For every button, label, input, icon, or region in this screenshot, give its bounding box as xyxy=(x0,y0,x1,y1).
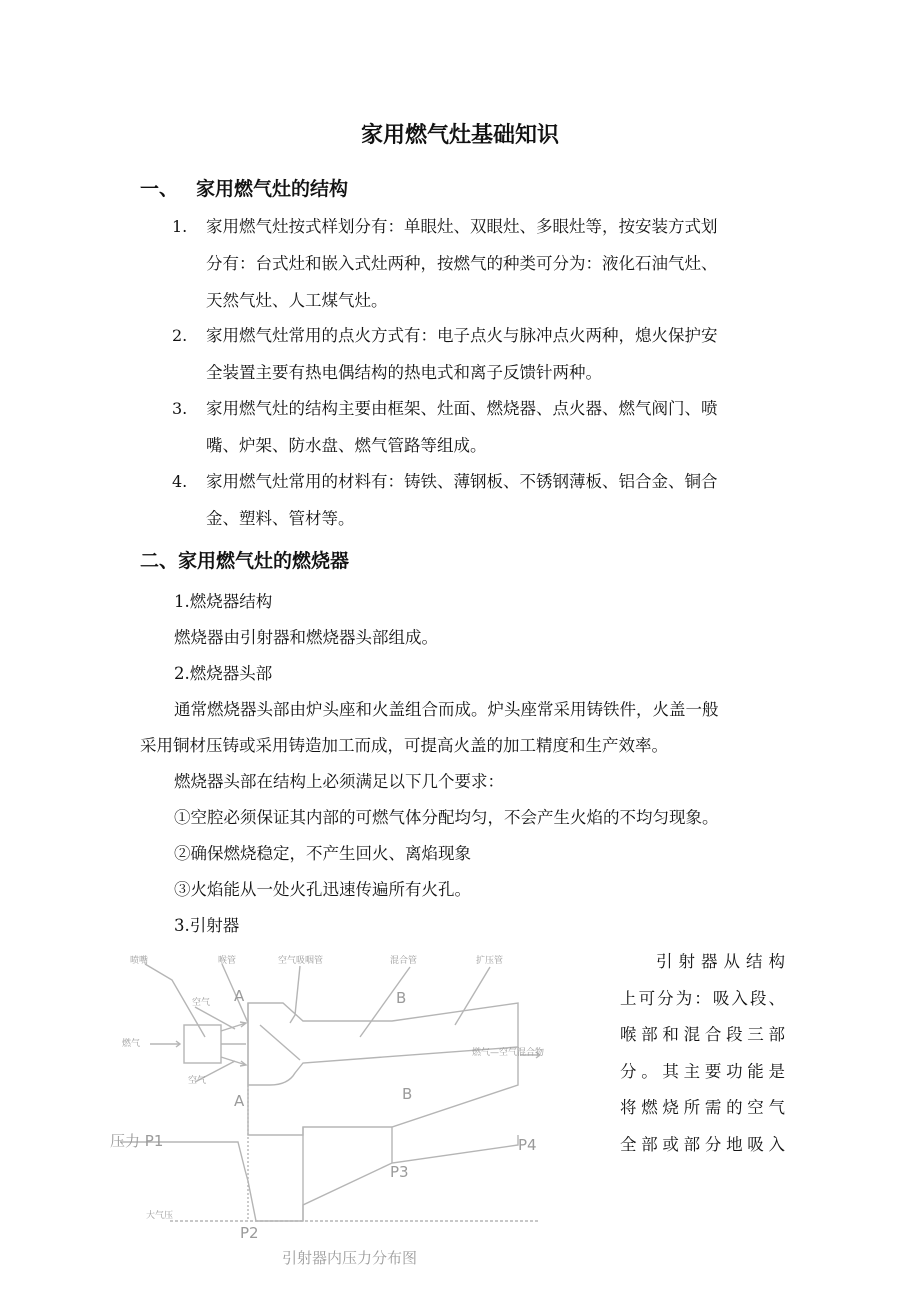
item1-line2: 分有：台式灶和嵌入式灶两种，按燃气的种类可分为：液化石油气灶、 xyxy=(206,254,718,273)
item3-line2: 嘴、炉架、防水盘、燃气管路等组成。 xyxy=(206,436,487,455)
label-atmospheric: 大气压 xyxy=(146,1211,174,1221)
item1-number: 1. xyxy=(172,217,188,236)
injector-body-outline xyxy=(248,1003,518,1135)
section2-heading: 二、家用燃气灶的燃烧器 xyxy=(140,550,350,572)
page-title: 家用燃气灶基础知识 xyxy=(360,123,559,148)
injector-pressure-diagram xyxy=(110,945,560,1275)
nozzle-shape xyxy=(184,1025,221,1063)
label-throat: 喉管 xyxy=(218,956,237,966)
para-head-line1: 通常燃烧器头部由炉头座和火盖组合而成。炉头座常采用铸铁件，火盖一般 xyxy=(174,700,719,719)
item1-line1: 家用燃气灶按式样划分有：单眼灶、双眼灶、多眼灶等，按安装方式划 xyxy=(206,217,718,236)
injector-desc-line3: 喉部和混合段三部 xyxy=(620,1025,785,1044)
label-p4: P4 xyxy=(518,1136,537,1154)
item4-line2: 金、塑料、管材等。 xyxy=(206,509,355,528)
item4-number: 4. xyxy=(172,472,188,491)
label-b-top: B xyxy=(396,989,407,1007)
injector-desc-line2: 上可分为：吸入段、 xyxy=(620,988,785,1008)
injector-desc-line1: 引射器从结构 xyxy=(656,952,785,971)
label-air-inlet: 空气吸咽管 xyxy=(278,956,324,966)
label-gas: 燃气 xyxy=(122,1039,141,1049)
para-head-line2: 采用铜材压铸或采用铸造加工而成，可提高火盖的加工精度和生产效率。 xyxy=(140,736,668,755)
requirement-2: ②确保燃烧稳定，不产生回火、离焰现象 xyxy=(174,844,471,863)
label-a-top: A xyxy=(234,987,245,1005)
label-a-bottom: A xyxy=(234,1092,245,1110)
injector-desc-line5: 将燃烧所需的空气 xyxy=(620,1098,785,1117)
label-air-bottom: 空气 xyxy=(188,1076,207,1086)
item4-line1: 家用燃气灶常用的材料有：铸铁、薄钢板、不锈钢薄板、铝合金、铜合 xyxy=(206,472,718,491)
para-requirements-intro: 燃烧器头部在结构上必须满足以下几个要求： xyxy=(174,772,504,791)
sub-burner-head: 2.燃烧器头部 xyxy=(174,664,273,683)
section1-number: 一、 xyxy=(140,178,179,200)
label-p2: P2 xyxy=(240,1224,259,1242)
label-diffuser: 扩压管 xyxy=(476,956,504,966)
requirement-3: ③火焰能从一处火孔迅速传遍所有火孔。 xyxy=(174,880,471,899)
section1-heading: 家用燃气灶的结构 xyxy=(196,178,349,200)
item1-line3: 天然气灶、人工煤气灶。 xyxy=(206,291,388,310)
label-pressure-p1: 压力 P1 xyxy=(110,1132,164,1150)
sub-injector: 3.引射器 xyxy=(174,916,240,935)
label-output: 燃气—空气混合物 xyxy=(471,1048,544,1058)
injector-desc-line6: 全部或部分地吸入 xyxy=(620,1134,785,1154)
label-nozzle: 喷嘴 xyxy=(130,956,149,966)
requirement-1: ①空腔必须保证其内部的可燃气体分配均匀，不会产生火焰的不均匀现象。 xyxy=(174,808,719,827)
item3-number: 3. xyxy=(172,399,188,418)
diagram-caption: 引射器内压力分布图 xyxy=(282,1249,418,1267)
label-b-bottom: B xyxy=(402,1085,413,1103)
injector-description xyxy=(620,944,785,1163)
item2-line2: 全装置主要有热电偶结构的热电式和离子反馈针两种。 xyxy=(206,363,602,382)
label-mixing: 混合管 xyxy=(390,956,418,966)
para-burner-composition: 燃烧器由引射器和燃烧器头部组成。 xyxy=(174,628,438,647)
sub-burner-structure: 1.燃烧器结构 xyxy=(174,592,273,611)
label-p3: P3 xyxy=(390,1163,409,1181)
item2-number: 2. xyxy=(172,326,188,345)
item2-line1: 家用燃气灶常用的点火方式有：电子点火与脉冲点火两种，熄火保护安 xyxy=(206,326,718,345)
item3-line1: 家用燃气灶的结构主要由框架、灶面、燃烧器、点火器、燃气阀门、喷 xyxy=(206,399,718,418)
label-air-top: 空气 xyxy=(192,998,211,1008)
injector-desc-line4: 分。其主要功能是 xyxy=(620,1061,785,1081)
